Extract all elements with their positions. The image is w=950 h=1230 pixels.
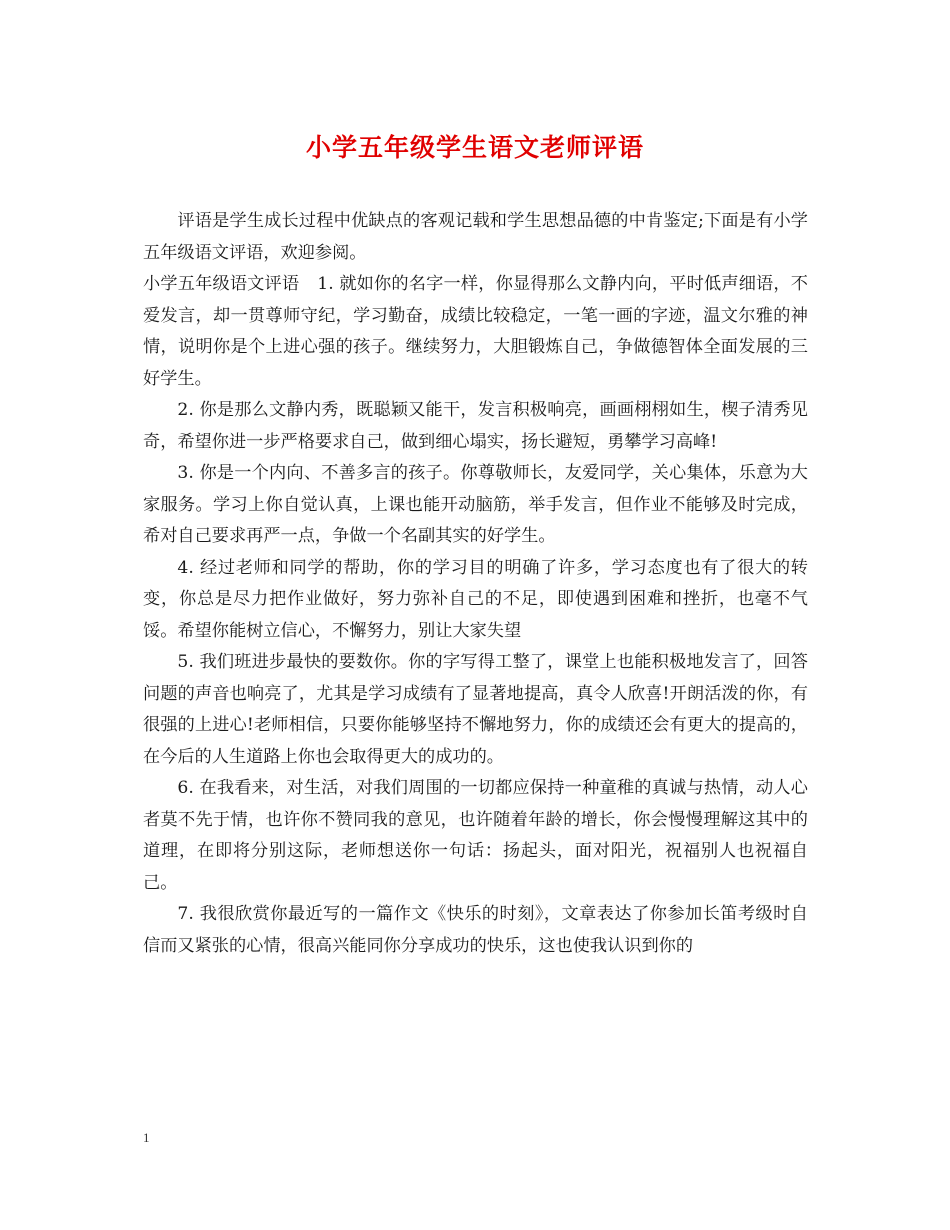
comment-paragraph-6: 6. 在我看来，对生活，对我们周围的一切都应保持一种童稚的真诚与热情，动人心者莫不先于情，也许你不赞同我的意见，也许随着年龄的增长，你会慢慢理解这其中的道理，在即将分别这际，老师想送你一句话：扬起头，面对阳光，祝福别人也祝福自己。: [143, 778, 808, 893]
intro-paragraph: 评语是学生成长过程中优缺点的客观记载和学生思想品德的中肯鉴定;下面是有小学五年级语文评语，欢迎参阅。: [143, 211, 808, 263]
comment-paragraph-3: 3. 你是一个内向、不善多言的孩子。你尊敬师长，友爱同学，关心集体，乐意为大家服务。学习上你自觉认真，上课也能开动脑筋，举手发言，但作业不能够及时完成，希对自己要求再严一点，争做一个名副其实的好学生。: [143, 463, 808, 546]
section-label: 小学五年级语文评语: [143, 274, 300, 294]
comment-paragraph-4: 4. 经过老师和同学的帮助，你的学习目的明确了许多，学习态度也有了很大的转变，你总是尽力把作业做好，努力弥补自己的不足，即使遇到困难和挫折，也毫不气馁。希望你能树立信心，不懈努力，别让大家失望: [143, 557, 808, 641]
document-title: 小学五年级学生语文老师评语: [305, 133, 644, 162]
page-number: 1: [143, 1130, 150, 1145]
comment-paragraph-2: 2. 你是那么文静内秀，既聪颖又能干，发言积极响亮，画画栩栩如生，楔子清秀见奇，希望你进一步严格要求自己，做到细心塌实，扬长避短，勇攀学习高峰!: [143, 400, 808, 452]
comment-text-1: 1. 就如你的名字一样，你显得那么文静内向，平时低声细语，不爱发言，却一贯尊师守纪，学习勤奋，成绩比较稳定，一笔一画的字迹，温文尔雅的神情，说明你是个上进心强的孩子。继续努力，大胆锻炼自己，争做德智体全面发展的三好学生。: [143, 274, 808, 389]
comment-paragraph-7: 7. 我很欣赏你最近写的一篇作文《快乐的时刻》，文章表达了你参加长笛考级时自信而又紧张的心情，很高兴能同你分享成功的快乐，这也使我认识到你的: [143, 904, 808, 956]
document-body: [143, 206, 808, 962]
comment-paragraph-1: [143, 269, 808, 395]
comment-paragraph-5: 5. 我们班进步最快的要数你。你的字写得工整了，课堂上也能积极地发言了，回答问题的声音也响亮了，尤其是学习成绩有了显著地提高，真令人欣喜!开朗活泼的你，有很强的上进心!老师相信，只要你能够坚持不懈地努力，你的成绩还会有更大的提高的，在今后的人生道路上你也会取得更大的成功的。: [143, 652, 808, 767]
